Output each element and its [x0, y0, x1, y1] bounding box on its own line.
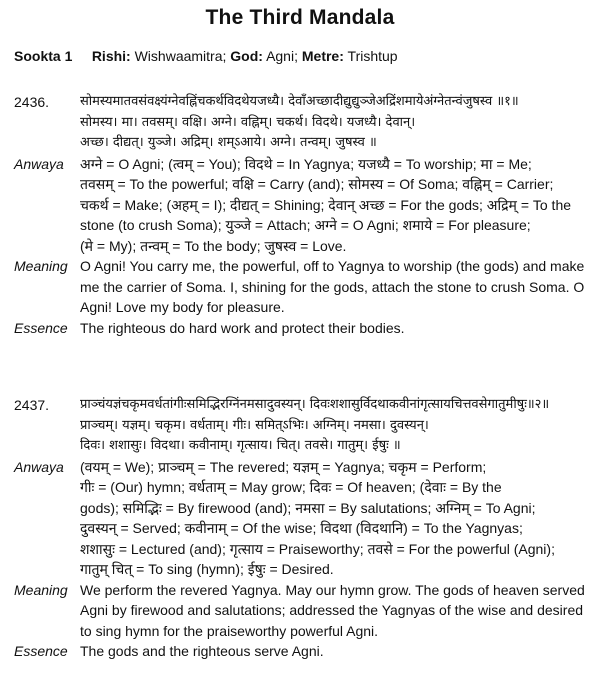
- essence-label: Essence: [14, 643, 68, 659]
- meaning-line: Agni! Love my body for pleasure.: [80, 299, 285, 315]
- meaning-row: [14, 256, 590, 318]
- meaning-row: [14, 580, 590, 642]
- verse-number: 2436.: [14, 94, 50, 110]
- verse-2436: [14, 92, 590, 338]
- anwaya-line: (मे = My); तन्वम् = To the body; जुषस्व = Love.: [80, 237, 347, 254]
- anwaya-line: गातुम् चित् = To sing (hymn); ईषुः = Desired.: [80, 561, 334, 577]
- essence-text: The gods and the righteous serve Agni.: [80, 643, 324, 659]
- anwaya-line: शशासुः = Lectured (and); गृत्साय = Praiseworthy; तवसे = For the powerful (Agni);: [80, 540, 555, 557]
- sanskrit-line: सोमस्य। मा। तवसम्। वक्षि। अग्ने। वह्निम्। चकर्थ। विदथे। यजध्यै। देवान्।: [80, 114, 416, 130]
- sanskrit-line: सोमस्यमातवसंवक्ष्यंग्नेवह्निंचकर्थविदथेयजध्यै। देवाँअच्छादीद्युद्युञ्जेअद्रिंशमायेअंग्नेतन्वंजुषस्व ॥१॥: [80, 94, 519, 109]
- anwaya-line: चकर्थ = Make; (अहम् = I); दीद्यत् = Shining; देवान् अच्छ = For the gods; अद्रिम् = To the: [80, 196, 572, 213]
- anwaya-line: अग्ने = O Agni; (त्वम् = You); विदथे = In Yagnya; यजध्यै = To worship; मा = Me;: [80, 155, 532, 172]
- anwaya-line: (वयम् = We); प्राञ्चम् = The revered; यज्ञम् = Yagnya; चकृम = Perform;: [80, 458, 487, 475]
- god-value: Agni;: [266, 48, 298, 64]
- meaning-label: Meaning: [14, 258, 68, 274]
- sookta-label: Sookta 1: [14, 48, 73, 64]
- sanskrit-line: प्राञ्चंयज्ञंचकृमवर्धतांगीःसमिद्भिरग्निंनमसादुवस्यन्। दिवःशशासुर्विदथाकवीनांगृत्सायचित्तवसेगातुमीषुः॥२॥: [80, 397, 550, 412]
- sanskrit-text: [80, 395, 590, 457]
- meaning-text: [80, 256, 590, 318]
- verse-text-row: [14, 92, 590, 154]
- anwaya-line: gods); समिद्भिः = By firewood (and); नमसा = By salutations; अग्निम् = To Agni;: [80, 499, 536, 516]
- anwaya-text: [80, 457, 590, 580]
- sanskrit-line: अच्छ। दीद्यत्। युञ्जे। अद्रिम्। शम्ऽआये। अग्ने। तन्वम्। जुषस्व ॥: [80, 135, 377, 150]
- anwaya-line: stone (to crush Soma); युञ्जे = Attach; अग्ने = O Agni; शमाये = For pleasure;: [80, 217, 531, 233]
- metre-value: Trishtup: [347, 48, 398, 64]
- meaning-label: Meaning: [14, 581, 68, 598]
- page-title: The Third Mandala: [205, 6, 395, 29]
- verse-2437: [14, 395, 590, 662]
- rishi-value: Wishwaamitra;: [134, 48, 227, 64]
- anwaya-label: Anwaya: [14, 155, 64, 172]
- verse-text-row: [14, 395, 590, 457]
- essence-row: [14, 318, 590, 339]
- anwaya-line: दुवस्यन् = Served; कवीनाम् = Of the wise; विदथा (विदथानि) = To the Yagnyas;: [80, 520, 523, 536]
- anwaya-text: [80, 154, 590, 257]
- anwaya-line: तवसम् = To the powerful; वक्षि = Carry (and); सोमस्य = Of Soma; वह्निम् = Carrier;: [80, 176, 554, 192]
- sookta-header: [14, 46, 590, 66]
- essence-label: Essence: [14, 319, 68, 336]
- essence-row: [14, 641, 590, 662]
- anwaya-line: गीः = (Our) hymn; वर्धताम् = May grow; दिवः = Of heaven; (देवाः = By the: [80, 479, 502, 495]
- meaning-text: [80, 580, 590, 642]
- anwaya-label: Anwaya: [14, 458, 64, 475]
- meaning-line: Agni by firewood and salutations; addressed the Yagnyas of the wise and desired: [80, 602, 584, 618]
- rishi-label: Rishi:: [91, 48, 131, 64]
- meaning-line: We perform the revered Yagnya. May our hymn grow. The gods of heaven served: [80, 581, 585, 598]
- anwaya-row: [14, 154, 590, 257]
- meaning-line: O Agni! You carry me, the powerful, off to Yagnya to worship (the gods) and make: [80, 258, 585, 274]
- verse-number: 2437.: [14, 397, 50, 413]
- metre-label: Metre:: [301, 48, 344, 64]
- god-label: God:: [230, 48, 263, 64]
- anwaya-row: [14, 457, 590, 580]
- sanskrit-line: दिवः। शशासुः। विदथा। कवीनाम्। गृत्साय। चित्। तवसे। गातुम्। ईषुः ॥: [80, 438, 401, 453]
- sanskrit-text: [80, 92, 590, 154]
- sanskrit-line: प्राञ्चम्। यज्ञम्। चकृम। वर्धताम्। गीः। समित्ऽभिः। अग्निम्। नमसा। दुवस्यन्।: [80, 417, 429, 433]
- meaning-line: to sing hymn for the praiseworthy powerful Agni.: [80, 622, 379, 639]
- meaning-line: me the carrier of Soma. I, shining for the gods, attach the stone to crush Soma. O: [80, 278, 585, 295]
- essence-text: The righteous do hard work and protect their bodies.: [80, 319, 405, 336]
